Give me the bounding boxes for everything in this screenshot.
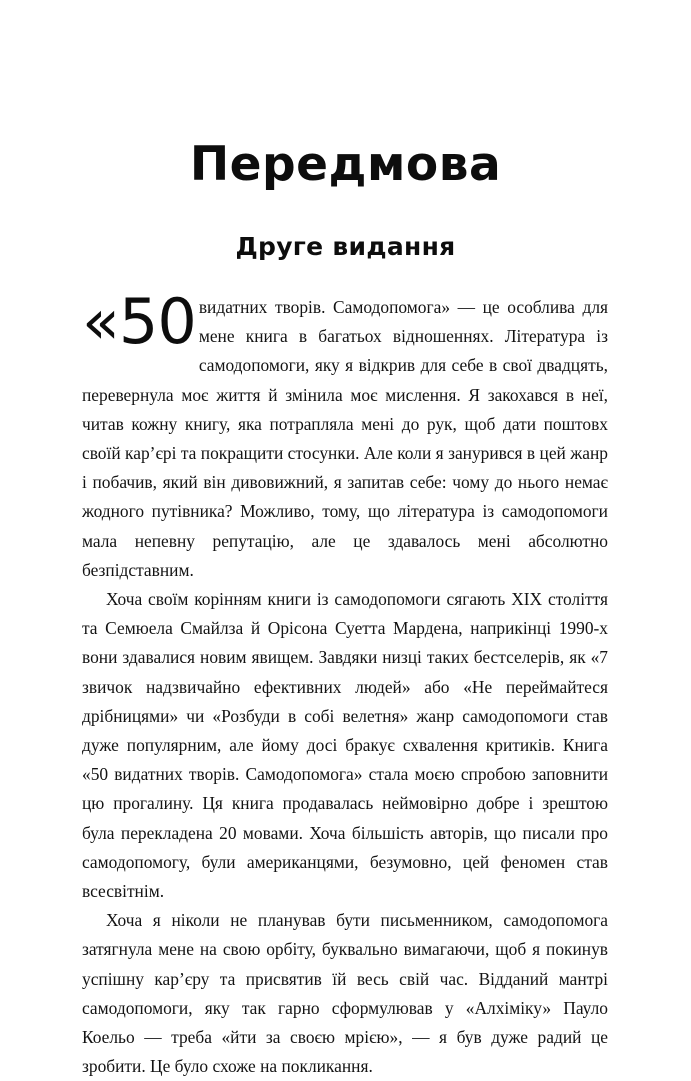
paragraph-1-text: видатних творів. Самодопомога» — це особлива для мене книга в багатьох відношеннях. Література із самодопомоги, яку я відкрив для себе в свої двадцять, перевернула моє життя й змінила моє мислення. Я закохався в неї, читав кожну книгу, яка потрапляла мені до рук, щоб дати поштовх своїй кар’єрі та покращити стосунки. Але коли я занурився в цей жанр і побачив, який він дивовижний, я запитав себе: чому до нього немає жодного путівника? Можливо, тому, що література із самодопомоги мала непевну репутацію, але це здавалось мені абсолютно безпідставним. [82,297,608,580]
drop-cap: «50 [82,285,196,358]
page-title: Передмова [189,137,502,192]
chapter-heading-block [0,137,691,262]
page-subtitle: Друге видання [235,232,456,262]
body-text-block [82,285,608,1081]
paragraph-2: Хоча своїм корінням книги із самодопомоги сягають XIX століття та Семюела Смайлза й Орісона Суетта Мардена, наприкінці 1990-х вони здавалися новим явищем. Завдяки низці таких бестселерів, як «7 звичок надзвичайно ефективних людей» або «Не переймайтеся дрібницями» чи «Розбуди в собі велетня» жанр самодопомоги став дуже популярним, але йому досі бракує схвалення критиків. Книга «50 видатних творів. Самодопомога» стала моєю спробою заповнити цю прогалину. Ця книга продавалась неймовірно добре і зрештою була перекладена 20 мовами. Хоча більшість авторів, що писали про самодопомогу, були американцями, безумовно, цей феномен став всесвітнім. [82,589,608,902]
paragraph-3: Хоча я ніколи не планував бути письменником, самодопомога затягнула мене на свою орбіту, буквально вимагаючи, щоб я покинув успішну кар’єру та присвятив їй весь свій час. Відданий мантрі самодопомоги, яку так гарно сформулював у «Алхіміку» Пауло Коельо — треба «йти за своєю мрією», — я був дуже радий це зробити. Це було схоже на покликання. [82,910,608,1077]
paragraph-1 [82,285,608,585]
